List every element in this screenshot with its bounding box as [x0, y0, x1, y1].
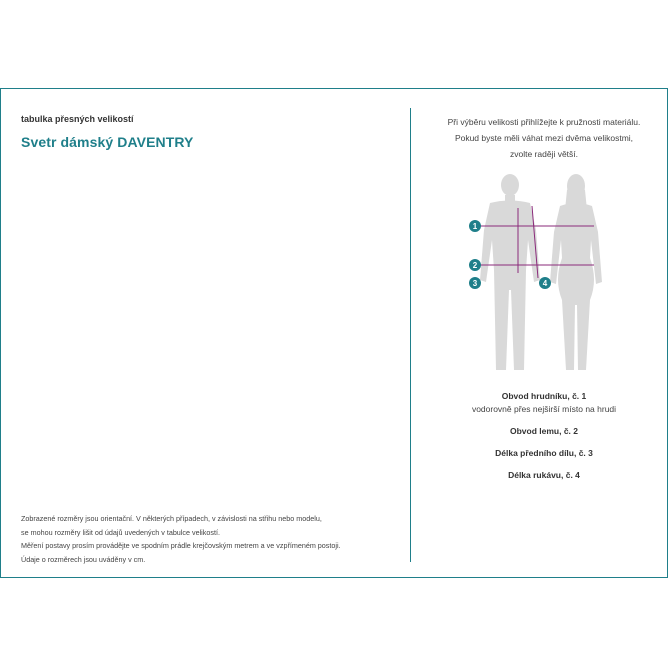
legend-item-front-length: Délka předního dílu, č. 3 [495, 448, 593, 458]
marker-4 [539, 277, 551, 289]
product-title: Svetr dámský DAVENTRY [21, 134, 194, 150]
marker-3-label: 3 [472, 279, 478, 288]
measurement-figure [466, 170, 606, 376]
legend-item-chest-desc: vodorovně přes nejširší místo na hrudi [471, 404, 617, 414]
column-divider [410, 108, 411, 562]
marker-3 [469, 277, 481, 289]
marker-2 [469, 259, 481, 271]
legend-item-sleeve-length: Délka rukávu, č. 4 [508, 470, 580, 480]
note-line: Měření postavy prosím provádějte ve spodním prádle krejčovským metrem a ve vzpřímeném postoji. [21, 541, 341, 550]
note-line: se mohou rozměry lišit od údajů uvedených v tabulce velikostí. [21, 527, 220, 537]
female-silhouette [550, 174, 602, 370]
note-line: Údaje o rozměrech jsou uváděny v cm. [21, 554, 146, 564]
size-advice [420, 114, 668, 162]
male-silhouette [480, 174, 540, 370]
marker-1-label: 1 [472, 222, 478, 231]
table-label: tabulka přesných velikostí [21, 114, 134, 124]
marker-2-label: 2 [472, 261, 478, 270]
advice-line: Pokud byste měli váhat mezi dvěma velikostmi, [454, 133, 634, 143]
measurement-notes [21, 512, 401, 566]
note-line: Zobrazené rozměry jsou orientační. V některých případech, v závislosti na střihu nebo modelu, [21, 514, 322, 523]
legend-item-chest: Obvod hrudníku, č. 1 [501, 391, 587, 401]
marker-1 [469, 220, 481, 232]
advice-line: Při výběru velikosti přihlížejte k pružnosti materiálu. [447, 117, 641, 127]
advice-line: zvolte raději větší. [509, 149, 579, 159]
marker-4-label: 4 [542, 279, 548, 288]
body-silhouettes [466, 170, 606, 376]
measurement-legend [420, 391, 668, 492]
left-column [21, 110, 401, 150]
legend-item-hem: Obvod lemu, č. 2 [509, 426, 579, 436]
